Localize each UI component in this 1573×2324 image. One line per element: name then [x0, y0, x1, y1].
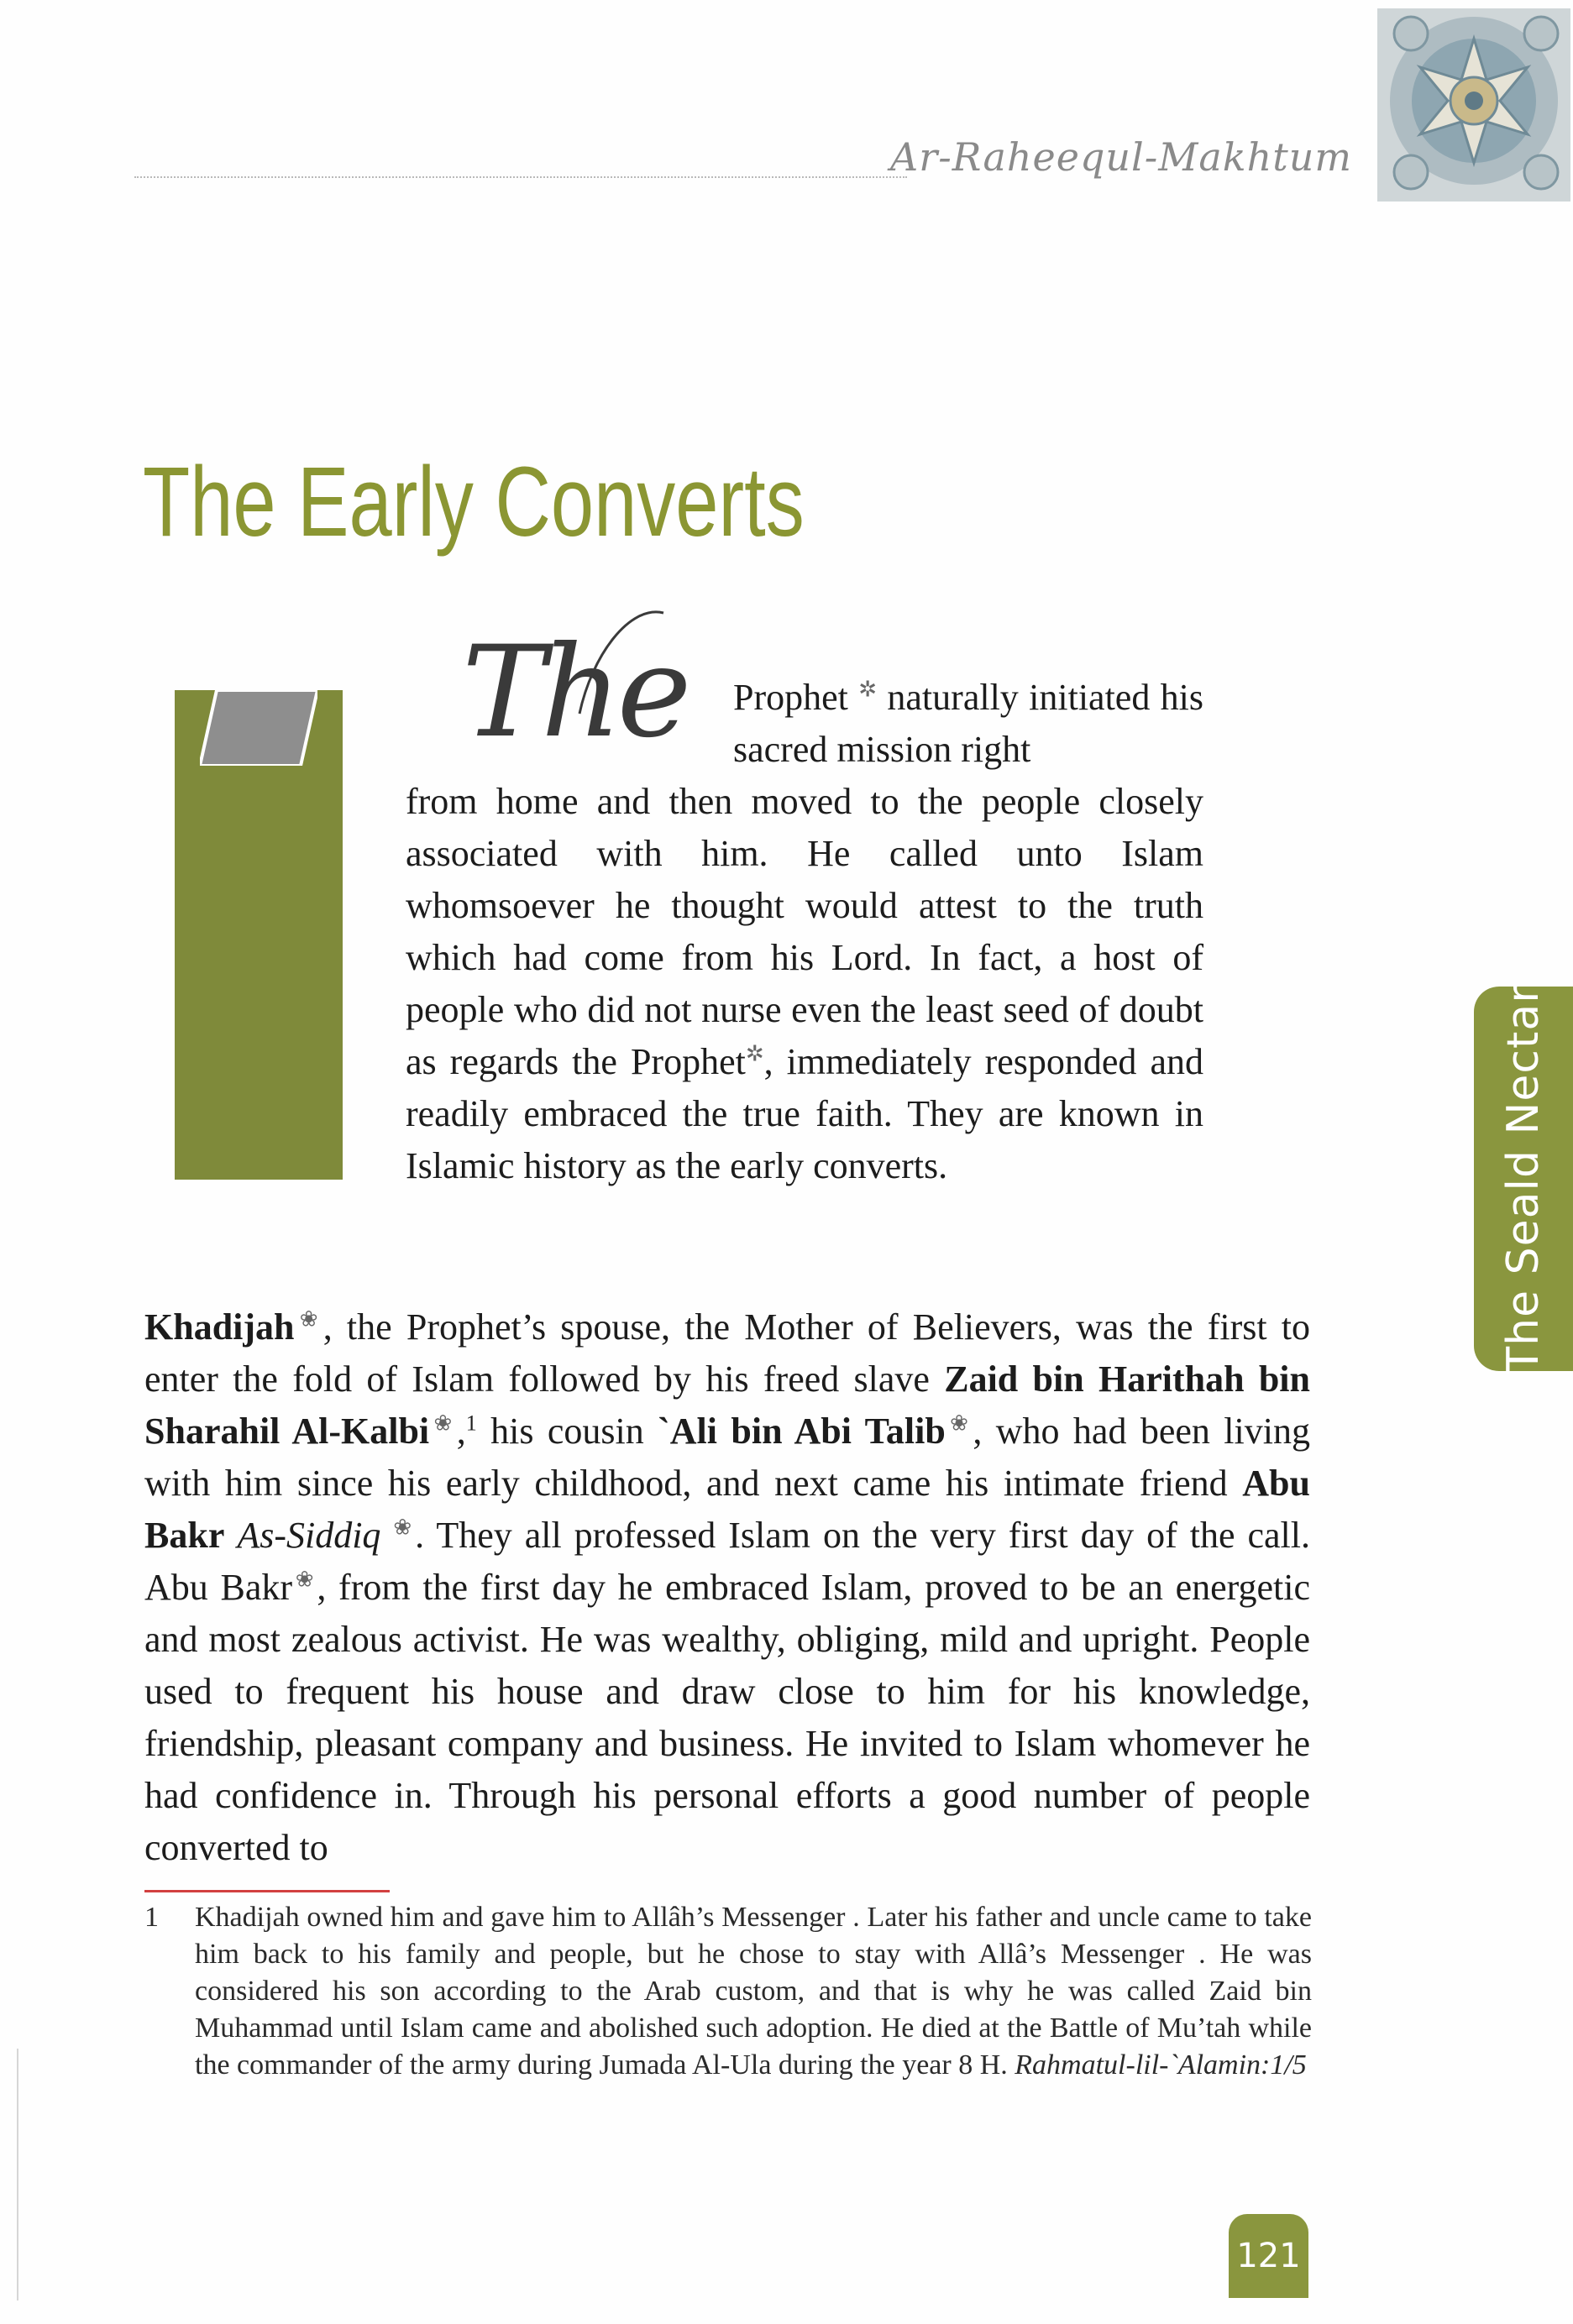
intro-first-lines — [733, 672, 1203, 776]
footnote-citation: Rahmatul-lil-`Alamin:1/5 — [1015, 2049, 1307, 2081]
footnote-ref[interactable]: 1 — [465, 1411, 477, 1436]
body-text-1: , the Prophet’s spouse, the Mother of Believers, was the first to enter the fold of Islam followed by his freed slave — [144, 1306, 1310, 1400]
footnote-text: Khadijah owned him and gave him to Allâh’s Messenger . Later his father and uncle came to take him back to his family and people, but he chose to stay with Allâ’s Messenger . He was considered his son according to the Arab custom, and that is why he was called Zaid bin Muhammad until Islam came and abolished such adoption. He died at the Battle of Mu’tah while the commander of the army during Jumada Al-Ula during the year 8 H. — [195, 1902, 1312, 2081]
name-abubakr: Abu Bakr — [144, 1463, 1310, 1556]
body-paragraph: Khadijah❀, the Prophet’s spouse, the Mother of Believers, was the first to enter the fold of Islam followed by his freed slave Zaid bin Harithah bin Sharahil Al-Kalbi❀,$^1$ his cousin `Ali bin Abi Talib❀, who had been living with him since his early childhood, and next came his intimate friend Abu Bakr As-Siddiq ❀. They all professed Islam on the very first day of the call. Abu Bakr❀, from the first day he embraced Islam, proved to be an energetic and most zealous activist. He was wealthy, obliging, mild and upright. People used to frequent his house and draw close to him for his knowledge, friendship, pleasant company and business. He invited to Islam whomever he had confidence in. Through his personal efforts a good number of people converted to — [144, 1306, 1311, 1868]
footnote-text-block — [195, 1899, 1312, 2084]
honorific-icon: ✲ — [745, 1041, 764, 1066]
header-rule — [134, 176, 907, 178]
honorific-icon: ❀ — [945, 1411, 973, 1436]
honorific-icon: ❀ — [294, 1306, 323, 1332]
honorific-icon: ❀ — [429, 1411, 457, 1436]
drop-word-text: The — [462, 620, 687, 766]
side-tab-label: The Seald Nectar — [1498, 984, 1549, 1374]
name-khadijah: Khadijah — [144, 1306, 295, 1348]
side-tab[interactable] — [1474, 984, 1573, 1374]
name-zaid: Zaid bin Harithah bin Sharahil Al-Kalbi — [144, 1358, 1311, 1452]
name-ali: `Ali bin Abi Talib — [658, 1411, 946, 1452]
intro-rest-text-2: , immediately responded and readily embraced the true faith. They are known in Islamic history as the early converts. — [406, 1041, 1203, 1186]
page-number: 121 — [1229, 2214, 1308, 2298]
intro-first-rest: naturally initiated his sacred mission right — [733, 677, 1204, 770]
page-edge-line — [17, 2049, 18, 2300]
intro-paragraph — [406, 672, 1203, 1192]
honorific-icon: ❀ — [292, 1567, 317, 1592]
decorative-gray-parallelogram — [200, 690, 317, 766]
chapter-title: The Early Converts — [143, 447, 805, 557]
honorific-icon: ❀ — [393, 1515, 416, 1540]
epithet-as-siddiq: As-Siddiq — [237, 1515, 381, 1556]
intro-lead: Prophet — [733, 677, 848, 718]
running-header-title: Ar-Raheequl-Makhtum — [890, 134, 1353, 180]
body-text-3: , who had been living with him since his early childhood, and next came his intimate friend — [144, 1411, 1310, 1504]
footnote — [144, 1899, 1312, 2084]
body-text-4: . They all professed Islam on the very first day of the call. Abu Bakr — [144, 1515, 1310, 1608]
intro-rest-text: from home and then moved to the people closely associated with him. He called unto Islam whomsoever he thought would attest to the truth which had come from his Lord. In fact, a host of people who did not nurse even the least seed of doubt as regards the Prophet — [406, 781, 1203, 1082]
body-text-2: his cousin — [476, 1411, 658, 1452]
footnote-rule — [144, 1890, 390, 1892]
honorific-icon: ✲ — [858, 677, 878, 702]
intro-rest — [406, 776, 1203, 1192]
footnote-number: 1 — [144, 1902, 159, 1933]
body-text-5: , from the first day he embraced Islam, proved to be an energetic and most zealous activist. He was wealthy, obliging, mild and upright. People used to frequent his house and draw close to him for his knowledge, friendship, pleasant company and business. He invited to Islam whomever he had confidence in. Through his personal efforts a good number of people converted to — [144, 1567, 1310, 1868]
rosette-ornament-icon — [1361, 8, 1570, 218]
